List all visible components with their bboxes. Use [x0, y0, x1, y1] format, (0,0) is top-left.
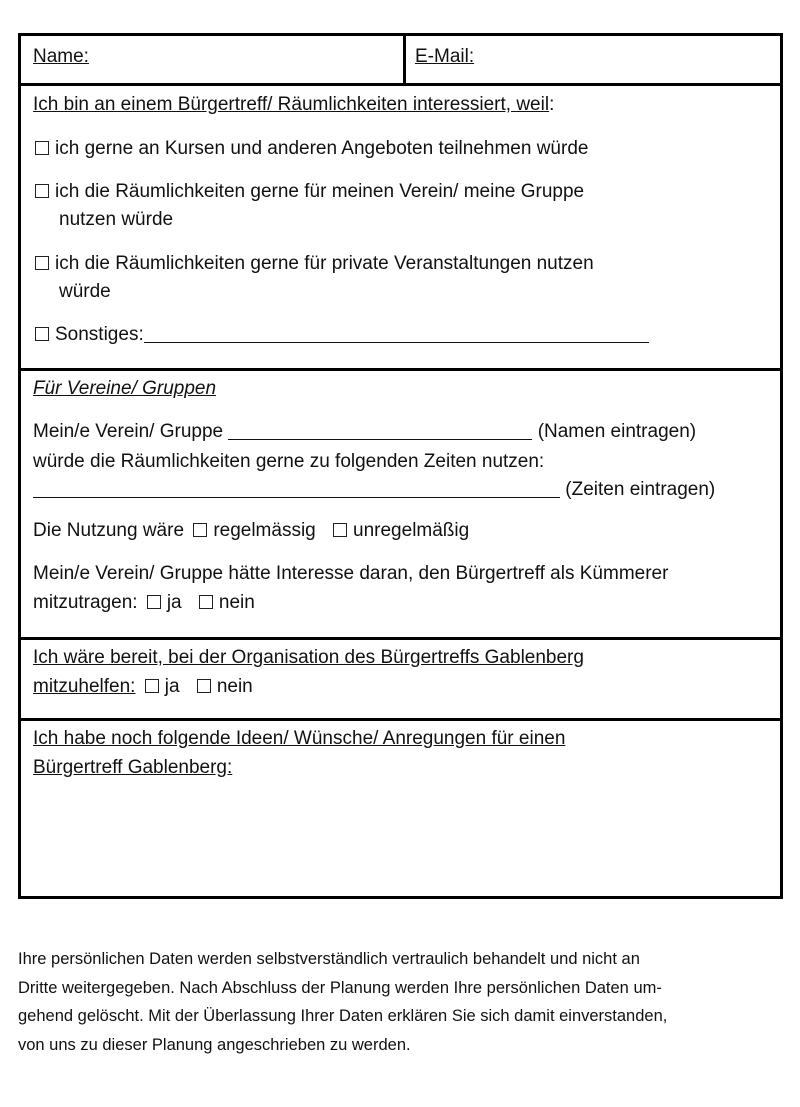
- option-label: ich gerne an Kursen und anderen Angeboten teilnehmen würde: [55, 138, 589, 159]
- checkbox[interactable]: [35, 141, 49, 155]
- group-carrier-answer: mitzutragen: ja nein: [33, 592, 255, 613]
- option-label-cont: nutzen würde: [59, 209, 174, 230]
- ideas-heading-line1: Ich habe noch folgende Ideen/ Wünsche/ Anregungen für einen: [33, 728, 566, 749]
- group-times-line: (Zeiten eintragen): [33, 478, 715, 502]
- usage-regular-label: regelmässig: [213, 520, 316, 541]
- checkbox-regular[interactable]: [193, 523, 207, 537]
- checkbox-irregular[interactable]: [333, 523, 347, 537]
- ideas-heading-line2: Bürgertreff Gablenberg:: [33, 757, 233, 778]
- no-label: nein: [216, 676, 253, 697]
- option-courses[interactable]: [35, 137, 588, 161]
- checkbox[interactable]: [35, 327, 49, 341]
- groups-section: [21, 371, 780, 640]
- checkbox-no[interactable]: [199, 595, 213, 609]
- name-label: Name:: [33, 46, 89, 67]
- checkbox-no[interactable]: [197, 679, 211, 693]
- organisation-text: Ich wäre bereit, bei der Organisation des Bürgertreffs Gablenberg: [33, 647, 584, 668]
- privacy-line: von uns zu dieser Planung angeschrieben zu werden.: [18, 1035, 411, 1054]
- no-label: nein: [218, 592, 255, 613]
- option-label: ich die Räumlichkeiten gerne für meinen Verein/ meine Gruppe: [55, 181, 585, 202]
- ideas-section[interactable]: [21, 721, 780, 896]
- yes-label: ja: [164, 676, 180, 697]
- option-label: Sonstiges:: [55, 324, 144, 345]
- privacy-notice: [18, 945, 788, 1059]
- group-name-input[interactable]: [228, 438, 532, 440]
- email-label: E-Mail:: [415, 46, 475, 67]
- organisation-section: [21, 640, 780, 721]
- yes-label: ja: [166, 592, 182, 613]
- checkbox-yes[interactable]: [145, 679, 159, 693]
- interest-section: [21, 86, 780, 371]
- group-carrier-text: Mein/e Verein/ Gruppe hätte Interesse daran, den Bürgertreff als Kümmerer: [33, 563, 669, 584]
- column-divider: [403, 36, 406, 83]
- checkbox-yes[interactable]: [147, 595, 161, 609]
- contact-row: [21, 36, 780, 86]
- group-times-input[interactable]: [33, 496, 560, 498]
- group-name-line: Mein/e Verein/ Gruppe (Namen eintragen): [33, 421, 697, 442]
- groups-heading: Für Vereine/ Gruppen: [33, 378, 217, 399]
- survey-form: [18, 33, 783, 899]
- other-input-line[interactable]: [144, 341, 649, 343]
- privacy-line: Ihre persönlichen Daten werden selbstverständlich vertraulich behandelt und nicht an: [18, 950, 640, 968]
- checkbox[interactable]: [35, 256, 49, 270]
- privacy-line: Dritte weitergegeben. Nach Abschluss der Planung werden Ihre persönlichen Daten um-: [18, 978, 662, 997]
- usage-irregular-label: unregelmäßig: [353, 520, 470, 541]
- option-label-cont: würde: [59, 281, 111, 302]
- interest-heading: Ich bin an einem Bürgertreff/ Räumlichkeiten interessiert, weil:: [33, 94, 555, 115]
- organisation-answer: mitzuhelfen: ja nein: [33, 676, 253, 697]
- group-times-text: würde die Räumlichkeiten gerne zu folgenden Zeiten nutzen:: [33, 451, 545, 472]
- checkbox[interactable]: [35, 184, 49, 198]
- option-club-use[interactable]: [35, 180, 584, 204]
- option-private-use[interactable]: [35, 252, 594, 276]
- usage-row: Die Nutzung wäre regelmässig unregelmäßig: [33, 520, 470, 541]
- option-label: ich die Räumlichkeiten gerne für private Veranstaltungen nutzen: [55, 253, 594, 274]
- privacy-line: gehend gelöscht. Mit der Überlassung Ihrer Daten erklären Sie sich damit einverstanden,: [18, 1007, 668, 1025]
- option-other[interactable]: [35, 323, 649, 347]
